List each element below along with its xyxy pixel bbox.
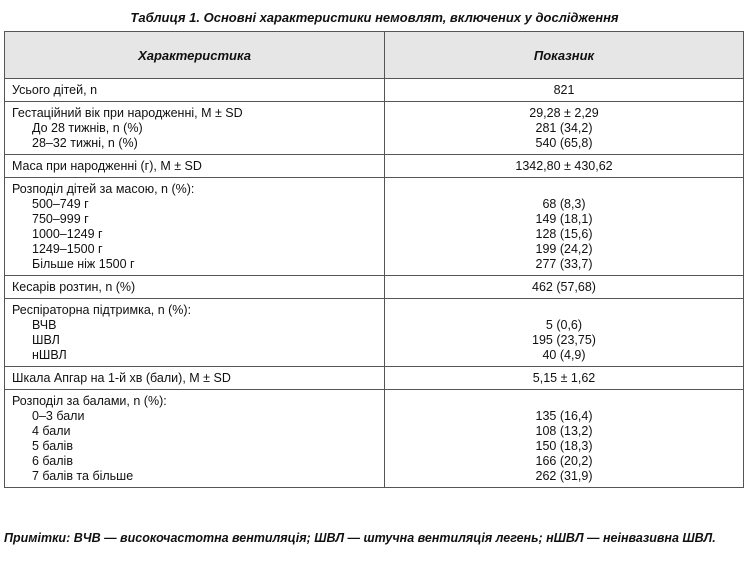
row-label: Маса при народженні (г), M ± SD	[12, 159, 202, 173]
value-cell	[385, 178, 744, 276]
subitem-label: 4 бали	[32, 424, 71, 438]
table-row	[5, 102, 744, 155]
value-cell	[385, 155, 744, 178]
value-cell	[385, 299, 744, 367]
subitem-label: 6 балів	[32, 454, 73, 468]
table-row	[5, 79, 744, 102]
subitem-value: 281 (34,2)	[535, 121, 593, 135]
table-row	[5, 367, 744, 390]
row-label: Респіраторна підтримка, n (%):	[12, 303, 192, 317]
subitem-value: 277 (33,7)	[535, 257, 593, 271]
table-row	[5, 299, 744, 367]
table-note: Примітки: ВЧВ — високочастотна вентиляція; ШВЛ — штучна вентиляція легень; нШВЛ — неінвазивна ШВЛ.	[4, 531, 716, 545]
subitem-label: 28–32 тижні, n (%)	[32, 136, 138, 150]
subitem-value: 195 (23,75)	[532, 333, 596, 347]
row-value	[385, 394, 743, 409]
table-row	[5, 155, 744, 178]
column-header-value: Показник	[385, 32, 744, 79]
value-cell	[385, 276, 744, 299]
subitem-label: До 28 тижнів, n (%)	[32, 121, 143, 135]
subitem-label: 0–3 бали	[32, 409, 85, 423]
row-label: Розподіл за балами, n (%):	[12, 394, 167, 408]
characteristic-cell	[5, 155, 385, 178]
characteristic-cell	[5, 276, 385, 299]
value-cell	[385, 79, 744, 102]
characteristic-cell	[5, 390, 385, 488]
table-row	[5, 390, 744, 488]
subitem-label: нШВЛ	[32, 348, 67, 362]
subitem-value: 540 (65,8)	[535, 136, 593, 150]
subitem-value: 108 (13,2)	[535, 424, 593, 438]
characteristic-cell	[5, 299, 385, 367]
row-label: Усього дітей, n	[12, 83, 98, 97]
subitem-label: 1000–1249 г	[32, 227, 103, 241]
column-header-characteristic: Характеристика	[5, 32, 385, 79]
subitem-label: 5 балів	[32, 439, 73, 453]
row-value: 29,28 ± 2,29	[529, 106, 599, 120]
subitem-label: 7 балів та більше	[32, 469, 134, 483]
value-cell	[385, 367, 744, 390]
subitem-value: 128 (15,6)	[535, 227, 593, 241]
row-label: Кесарів розтин, n (%)	[12, 280, 136, 294]
row-label: Гестаційний вік при народженні, M ± SD	[12, 106, 243, 120]
characteristic-cell	[5, 102, 385, 155]
subitem-label: 500–749 г	[32, 197, 89, 211]
subitem-label: ВЧВ	[32, 318, 57, 332]
row-label: Розподіл дітей за масою, n (%):	[12, 182, 195, 196]
value-cell	[385, 102, 744, 155]
characteristic-cell	[5, 178, 385, 276]
table-row	[5, 178, 744, 276]
table-caption: Таблиця 1. Основні характеристики немовлят, включених у дослідження	[130, 10, 619, 25]
subitem-value: 68 (8,3)	[542, 197, 586, 211]
row-value: 462 (57,68)	[532, 280, 596, 294]
row-value: 1342,80 ± 430,62	[515, 159, 613, 173]
subitem-value: 149 (18,1)	[535, 212, 593, 226]
subitem-label: 1249–1500 г	[32, 242, 103, 256]
row-value	[385, 303, 743, 318]
table-body	[5, 79, 744, 488]
subitem-value: 135 (16,4)	[535, 409, 593, 423]
subitem-label: 750–999 г	[32, 212, 89, 226]
value-cell	[385, 390, 744, 488]
table-row	[5, 276, 744, 299]
subitem-value: 40 (4,9)	[542, 348, 586, 362]
subitem-value: 150 (18,3)	[535, 439, 593, 453]
characteristic-cell	[5, 367, 385, 390]
table-header-row	[5, 32, 744, 79]
subitem-label: ШВЛ	[32, 333, 60, 347]
row-value	[385, 182, 743, 197]
row-value: 821	[553, 83, 575, 97]
subitem-value: 166 (20,2)	[535, 454, 593, 468]
row-label: Шкала Апгар на 1-й хв (бали), M ± SD	[12, 371, 231, 385]
subitem-value: 199 (24,2)	[535, 242, 593, 256]
characteristics-table	[4, 31, 744, 488]
characteristic-cell	[5, 79, 385, 102]
subitem-label: Більше ніж 1500 г	[32, 257, 135, 271]
subitem-value: 5 (0,6)	[545, 318, 583, 332]
subitem-value: 262 (31,9)	[535, 469, 593, 483]
row-value: 5,15 ± 1,62	[532, 371, 596, 385]
